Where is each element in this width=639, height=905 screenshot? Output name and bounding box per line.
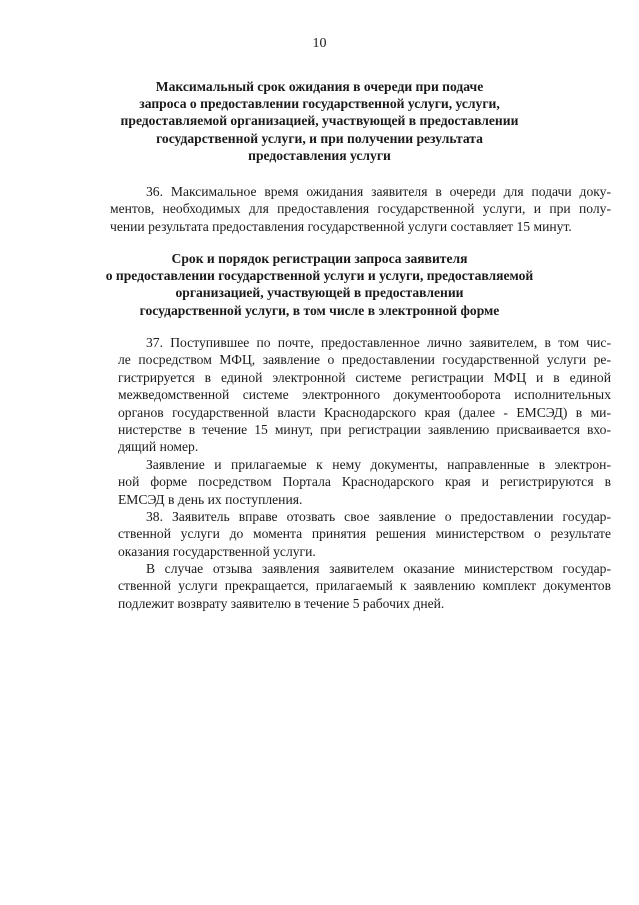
page-number: 10 [312, 36, 327, 51]
paragraph-38-continuation [118, 560, 611, 612]
section-heading-waiting-time [0, 78, 639, 164]
paragraph-line: ле посредством МФЦ, заявление о предоставлении государственной услуги ре- [118, 352, 611, 368]
section-heading-registration [0, 250, 639, 319]
heading-line: предоставляемой организацией, участвующей в предоставлении [120, 113, 519, 129]
heading-line: организацией, участвующей в предоставлении [175, 285, 464, 301]
paragraph-line: ЕМСЭД в день их поступления. [118, 491, 303, 507]
paragraph-line: дящий номер. [118, 439, 199, 455]
paragraph-line: ственной услуги до момента принятия решения министерством о результате [118, 526, 611, 542]
paragraph-line: подлежит возврату заявителю в течение 5 рабочих дней. [118, 595, 445, 611]
paragraph-line: чении результата предоставления государственной услуги составляет 15 минут. [110, 218, 572, 234]
heading-line: о предоставлении государственной услуги и услуги, предоставляемой [105, 268, 534, 284]
paragraph-line: 36. Максимальное время ожидания заявителя в очереди для подачи доку- [146, 184, 611, 199]
heading-line: запроса о предоставлении государственной услуги, услуги, [139, 96, 500, 112]
paragraph-line: ной форме посредством Портала Краснодарского края и регистрируются в [118, 474, 611, 490]
paragraph-line: органов государственной власти Краснодарского края (далее - ЕМСЭД) в ми- [118, 404, 611, 420]
paragraph-37 [118, 334, 611, 456]
paragraph-line: 38. Заявитель вправе отозвать свое заявление о предоставлении государ- [146, 509, 611, 524]
paragraph-line: оказания государственной услуги. [118, 543, 316, 559]
heading-line: Срок и порядок регистрации запроса заявителя [171, 251, 468, 266]
heading-line: государственной услуги, и при получении результата [156, 130, 483, 146]
paragraph-line: В случае отзыва заявления заявителем оказание министерством государ- [146, 561, 611, 576]
heading-line: государственной услуги, в том числе в электронной форме [139, 302, 500, 318]
paragraph-line: гистрируется в единой электронной системе регистрации МФЦ и в единой [118, 369, 611, 385]
paragraph-36 [110, 183, 611, 235]
paragraph-line: ментов, необходимых для предоставления государственной услуги, и при полу- [110, 201, 611, 217]
paragraph-line: Заявление и прилагаемые к нему документы, направленные в электрон- [146, 457, 611, 472]
paragraph-38 [118, 508, 611, 560]
paragraph-line: межведомственной системе электронного документооборота исполнительных [118, 387, 611, 403]
paragraph-37-continuation [118, 456, 611, 508]
paragraph-line: нистерстве в течение 15 минут, при регистрации заявлению присваивается вхо- [118, 421, 611, 437]
heading-line: предоставления услуги [248, 147, 391, 163]
heading-line: Максимальный срок ожидания в очереди при подаче [155, 79, 484, 94]
paragraph-line: 37. Поступившее по почте, предоставленное лично заявителем, в том чис- [146, 335, 611, 350]
paragraph-line: ственной услуги прекращается, прилагаемый к заявлению комплект документов [118, 578, 611, 594]
